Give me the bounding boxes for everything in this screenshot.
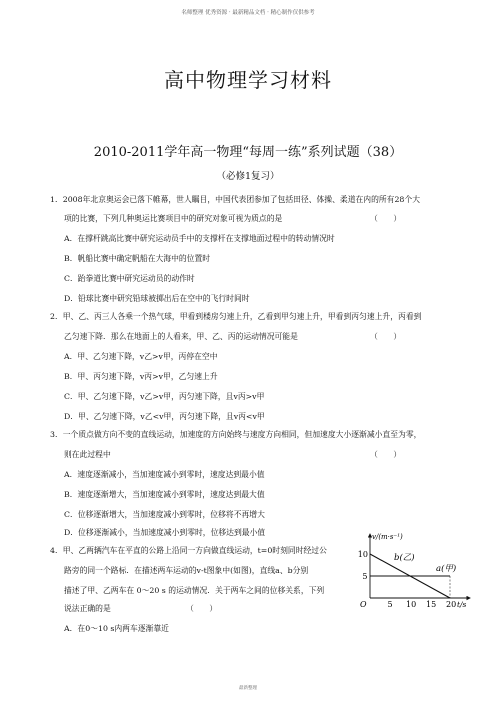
q3-line1: 3．一个质点做方向不变的直线运动，加速度的方向始终与速度方向相同，但加速度大小逐渐减小直至为零， (50, 430, 422, 439)
q3-option-d: D．位移逐渐减小，当加速度减小到零时，位移达到最小值 (64, 528, 266, 537)
q4-option-a: A．在0～10 s内两车逐渐靠近 (64, 624, 169, 633)
q4-line2: 路旁的同一个路标．在描述两车运动的v-t图象中(如图)，直线a、b分别 (64, 566, 309, 575)
q4-line3: 描述了甲、乙两车在 0～20 s 的运动情况．关于两车之间的位移关系，下列 (64, 586, 325, 595)
y-tick-label: 10 (357, 550, 368, 559)
y-tick-label: 5 (362, 572, 368, 581)
q1-option-a: A．在撑杆跳高比赛中研究运动员手中的支撑杆在支撑地面过程中的转动情况时 (64, 234, 335, 243)
q1-line2: 项的比赛，下列几种奥运比赛项目中的研究对象可视为质点的是 (64, 214, 283, 223)
page-header: 名师整理 优秀资源 · 最新精品文档 · 精心制作仅供参考 (181, 10, 315, 16)
series-label-a: a(甲) (436, 564, 457, 575)
q1-line1: 1．2008年北京奥运会已落下帷幕，世人瞩目，中国代表团参加了包括田径、体操、柔道在内的所有28个大 (50, 195, 420, 204)
q2-answer-bracket: （ ） (370, 332, 402, 341)
q3-answer-bracket: （ ） (370, 450, 402, 459)
q3-option-a: A．速度逐渐减小，当加速度减小到零时，速度达到最小值 (64, 470, 265, 479)
x-tick-label: 5 (387, 600, 393, 609)
x-tick-label: 10 (406, 600, 417, 609)
q2-option-c: C．甲、乙匀速下降，v乙>v甲，丙匀速下降，且v丙>v甲 (64, 392, 265, 401)
y-axis-label: v/(m·s⁻¹) (372, 533, 403, 541)
q4-answer-bracket: （ ） (186, 604, 218, 613)
exam-title: 2010-2011学年高一物理“每周一练”系列试题（38） (93, 145, 403, 160)
q3-line2: 则在此过程中 (64, 450, 111, 459)
q1-option-c: C．跆拳道比赛中研究运动员的动作时 (64, 274, 195, 283)
q2-option-b: B．甲、丙匀速下降，v丙>v甲，乙匀速上升 (64, 372, 218, 381)
x-tick-label: 15 (426, 600, 437, 609)
q2-option-a: A．甲、乙匀速下降，v乙>v甲，丙停在空中 (64, 352, 218, 361)
q3-option-c: C．位移逐渐增大，当加速度减小到零时，位移将不再增大 (64, 510, 265, 519)
q1-option-d: D．铅球比赛中研究铅球被掷出后在空中的飞行时间时 (64, 294, 250, 303)
q4-line4: 说法正确的是 (64, 604, 111, 613)
page-footer: 最新整理 (239, 686, 257, 691)
q1-answer-bracket: （ ） (370, 214, 402, 223)
q3-option-b: B．速度逐渐增大，当加速度减小到零时，速度达到最大值 (64, 490, 265, 499)
exam-subtitle: （必修1复习） (216, 171, 280, 182)
q1-option-b: B．帆船比赛中确定帆船在大海中的位置时 (64, 254, 211, 263)
q2-line2: 乙匀速下降．那么在地面上的人看来，甲、乙、丙的运动情况可能是 (64, 332, 298, 341)
vt-graph (350, 531, 475, 611)
q4-line1: 4．甲、乙两辆汽车在平直的公路上沿同一方向做直线运动，t=0时刻同时经过公 (50, 546, 327, 555)
q2-line1: 2．甲、乙、丙三人各乘一个热气球，甲看到楼房匀速上升，乙看到甲匀速上升，甲看到丙匀速上升，丙看到 (50, 312, 422, 321)
document-title: 高中物理学习材料 (164, 68, 332, 92)
x-tick-label: 20 (446, 600, 457, 609)
origin-label: O (360, 600, 367, 609)
x-axis-label: t/s (457, 600, 467, 609)
q2-option-d: D．甲、乙匀速下降，v乙<v甲，丙匀速下降，且v丙<v甲 (64, 412, 265, 421)
series-label-b: b(乙) (394, 553, 415, 564)
